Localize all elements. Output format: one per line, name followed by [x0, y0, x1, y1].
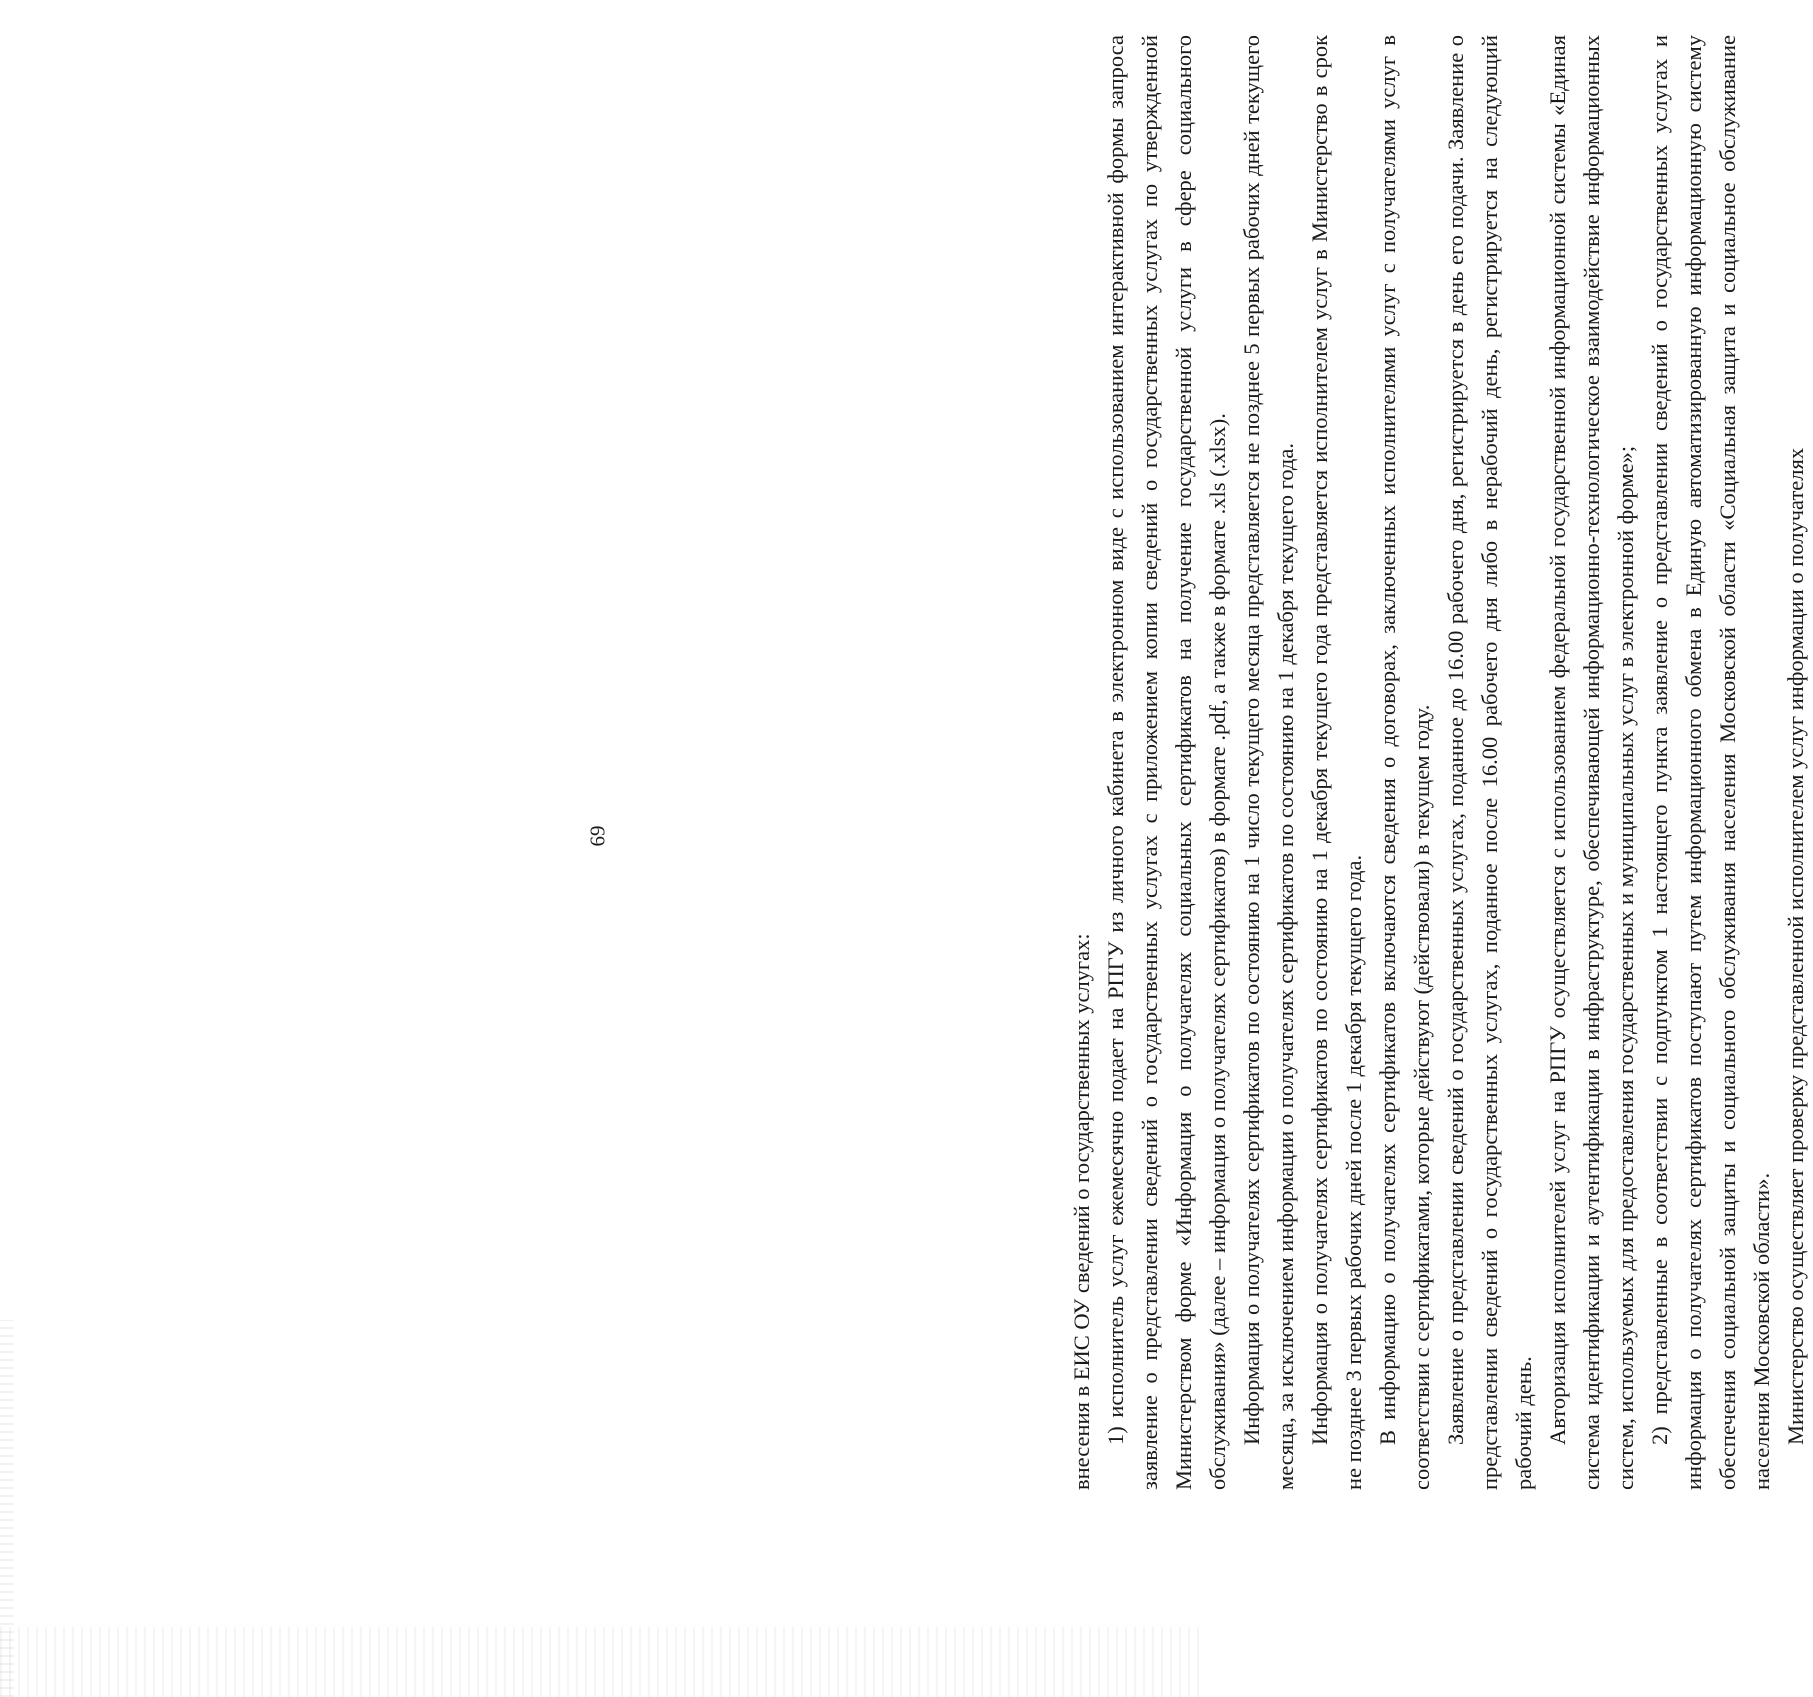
paragraph-intro: внесения в ЕИС ОУ сведений о государственных услугах:	[1069, 933, 1094, 1490]
document-body	[1065, 35, 1813, 1490]
scan-artifact-left	[0, 1320, 14, 1697]
page-number: 69	[585, 825, 610, 847]
paragraph-item-1: 1) исполнитель услуг ежемесячно подает на РПГУ из личного кабинета в электронном виде с использованием интерактивной формы запроса заявление о представлении сведений о государственных услугах с приложением копии сведений о государственных услугах по утвержденной Министерством форме «Информация о получателях социальных сертификатов на получение государственной услуги в сфере социального обслуживания» (далее – информация о получателях сертификатов) в формате .pdf, а также в формате .xls (.xlsx).	[1103, 35, 1230, 1490]
paragraph-item-2: 2) представленные в соответствии с подпунктом 1 настоящего пункта заявление о представлении сведений о государственных услугах и информация о получателях сертификатов поступают путем информационного обмена в Единую автоматизированную информационную систему обеспечения социальной защиты и социального обслуживания населения Московской области «Социальная защита и социальное обслуживание населения Московской области».	[1647, 35, 1774, 1490]
paragraph-registration: Заявление о представлении сведений о государственных услугах, поданное до 16.00 рабочего дня, регистрируется в день его подачи. Заявление о представлении сведений о государственных услугах, поданное после 16.00 рабочего дня либо в нерабочий день, регистрируется на следующий рабочий день.	[1443, 35, 1536, 1490]
paragraph-monthly-info: Информация о получателях сертификатов по состоянию на 1 число текущего месяца представляется не позднее 5 первых рабочих дней текущего месяца, за исключением информации о получателях сертификатов по состоянию на 1 декабря текущего года.	[1239, 35, 1298, 1490]
scan-artifact-bottom	[0, 1627, 1200, 1697]
paragraph-authorization: Авторизация исполнителей услуг на РПГУ осуществляется с использованием федеральной государственной информационной системы «Единая система идентификации и аутентификации в инфраструктуре, обеспечивающей информационно-технологическое взаимодействие информационных систем, используемых для предоставления государственных и муниципальных услуг в электронной форме»;	[1545, 35, 1638, 1490]
paragraph-contracts: В информацию о получателях сертификатов включаются сведения о договорах, заключенных исполнителями услуг с получателями услуг в соответствии с сертификатами, которые действуют (действовали) в текущем году.	[1375, 35, 1434, 1490]
paragraph-ministry-check: Министерство осуществляет проверку представленной исполнителем услуг информации о получателях	[1783, 447, 1808, 1445]
paragraph-december-info: Информация о получателях сертификатов по состоянию на 1 декабря текущего года представляется исполнителем услуг в Министерство в срок не позднее 3 первых рабочих дней после 1 декабря текущего года.	[1307, 35, 1366, 1490]
